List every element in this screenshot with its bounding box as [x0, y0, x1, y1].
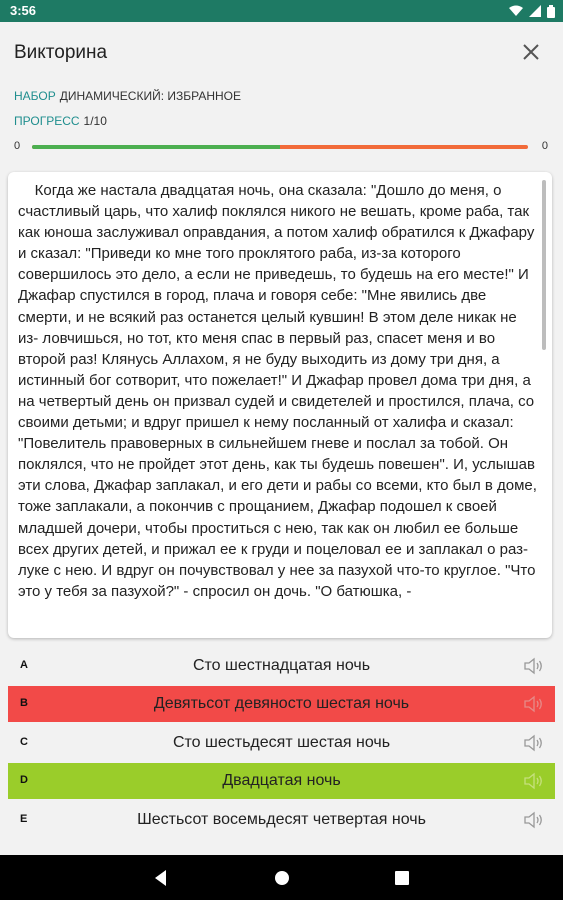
home-icon[interactable]: [271, 867, 293, 889]
answer-option-d[interactable]: [8, 763, 555, 799]
answer-letter: A: [20, 659, 28, 671]
answer-option-b[interactable]: [8, 686, 555, 722]
answer-letter: E: [20, 813, 28, 825]
answer-letter: C: [20, 736, 28, 748]
answer-label: Двадцатая ночь: [222, 772, 341, 789]
answer-option-c[interactable]: [8, 725, 555, 761]
set-label: НАБОР: [14, 89, 56, 103]
answer-label: Сто шестьдесят шестая ночь: [172, 734, 391, 751]
page-title: Викторина: [14, 42, 108, 63]
answer-letter: D: [20, 774, 28, 786]
progress-left-count: 0: [14, 140, 21, 152]
progress-value: 1/10: [83, 114, 107, 128]
system-nav-bar: [0, 855, 563, 900]
passage-card: [8, 172, 552, 638]
speaker-icon[interactable]: [523, 810, 545, 830]
status-icons: [509, 4, 555, 18]
progress-fill: [32, 145, 280, 149]
passage-text: Когда же настала двадцатая ночь, она сказала: "Дошло до меня, о счастливый царь, что халиф поклялся никого не вешать, кроме раба, так как юноша заслуживал оправдания, а потом халиф обратился к Джафару и сказал: "Приведи ко мне того проклятого раба, из-за которого совершилось это дело, а если не приведешь, то будешь на его месте!" И Джафар спустился в город, плача и говоря себе: "Мне явились две смерти, и не всякий раз останется целый кувшин! В этом деле никак не из- ловчишься, но тот, кто меня спас в первый раз, спасет меня и во второй раз! Клянусь Аллахом, я не буду выходить из дому три дня, а истинный бог сотворит, что пожелает!" И Джафар провел дома три дня, а на четвертый день он призвал судей и свидетелей и простился, плача, со своими детьми; и вдруг пришел к нему посланный от халифа и сказал: "Повелитель правоверных в сильнейшем гневе и послал за тобой. Он поклялся, что не пройдет этот день, как ты будешь повешен". И, услышав эти слова, Джафар заплакал, и его дети и рабы со всеми, кто был в доме, тоже заплакали, а покончив с прощанием, Джафар подошел к своей младшей дочери, чтобы проститься с нею, так как он любил ее больше всех других детей, и прижал ее к груди и поцеловал ее и заплакал о раз- луке с нею. И вдруг он почувствовал у нее за пазухой что-то круглое. "Что это у тебя за пазухой?" - спросил он дочь. "О батюшка, -: [18, 182, 542, 600]
signal-icon: [529, 5, 541, 17]
status-bar: [0, 0, 563, 22]
progress-info: [14, 114, 107, 128]
speaker-icon[interactable]: [523, 694, 545, 714]
answer-label: Девятьсот девяносто шестая ночь: [153, 695, 410, 712]
status-time: 3:56: [10, 3, 37, 18]
close-icon[interactable]: [519, 40, 543, 64]
set-info: [14, 89, 241, 103]
progress-track: [32, 145, 528, 149]
set-value: ДИНАМИЧЕСКИЙ: ИЗБРАННОЕ: [59, 89, 241, 103]
battery-icon: [547, 5, 555, 18]
answer-option-e[interactable]: [8, 802, 555, 838]
speaker-icon[interactable]: [523, 733, 545, 753]
back-icon[interactable]: [150, 867, 172, 889]
app-bar: [0, 22, 563, 82]
answer-option-a[interactable]: [8, 648, 555, 684]
answer-label: Сто шестнадцатая ночь: [192, 657, 371, 674]
wifi-icon: [509, 5, 523, 17]
recents-icon[interactable]: [391, 867, 413, 889]
progress-right-count: 0: [541, 140, 548, 152]
answer-label: Шестьсот восемьдесят четвертая ночь: [137, 811, 426, 828]
passage-scrollbar[interactable]: [542, 180, 546, 350]
progress-bar: [14, 140, 548, 154]
speaker-icon[interactable]: [523, 771, 545, 791]
speaker-icon[interactable]: [523, 656, 545, 676]
progress-label: ПРОГРЕСС: [14, 114, 80, 128]
answer-letter: B: [20, 697, 28, 709]
